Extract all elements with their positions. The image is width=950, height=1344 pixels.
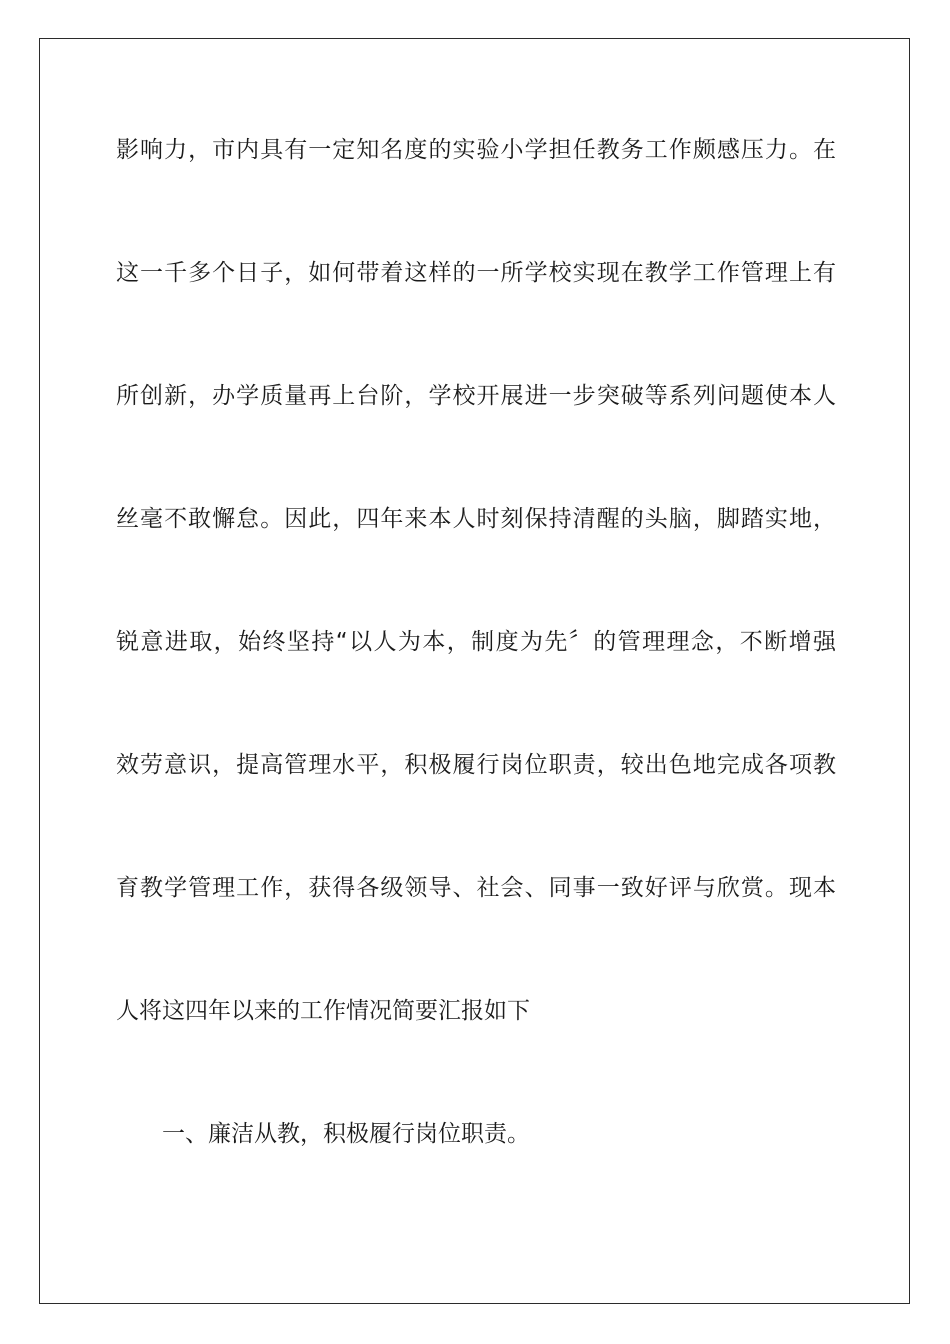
- paragraph-line-4: 丝毫不敢懈怠。因此，四年来本人时刻保持清醒的头脑，脚踏实地，: [116, 506, 836, 532]
- section-heading: 一、廉洁从教，积极履行岗位职责。: [162, 1121, 530, 1147]
- paragraph-line-2: 这一千多个日子，如何带着这样的一所学校实现在教学工作管理上有: [116, 260, 836, 286]
- paragraph-line-7: 育教学管理工作，获得各级领导、社会、同事一致好评与欣赏。现本: [116, 875, 836, 901]
- paragraph-line-1: 影响力，市内具有一定知名度的实验小学担任教务工作颇感压力。在: [116, 137, 836, 163]
- page-frame: [39, 38, 910, 1304]
- paragraph-line-6: 效劳意识，提高管理水平，积极履行岗位职责，较出色地完成各项教: [116, 752, 836, 778]
- paragraph-line-3: 所创新，办学质量再上台阶，学校开展进一步突破等系列问题使本人: [116, 383, 836, 409]
- paragraph-line-8: 人将这四年以来的工作情况简要汇报如下: [116, 998, 530, 1024]
- paragraph-line-5: 锐意进取，始终坚持“以人为本，制度为先〞的管理理念，不断增强: [116, 629, 836, 655]
